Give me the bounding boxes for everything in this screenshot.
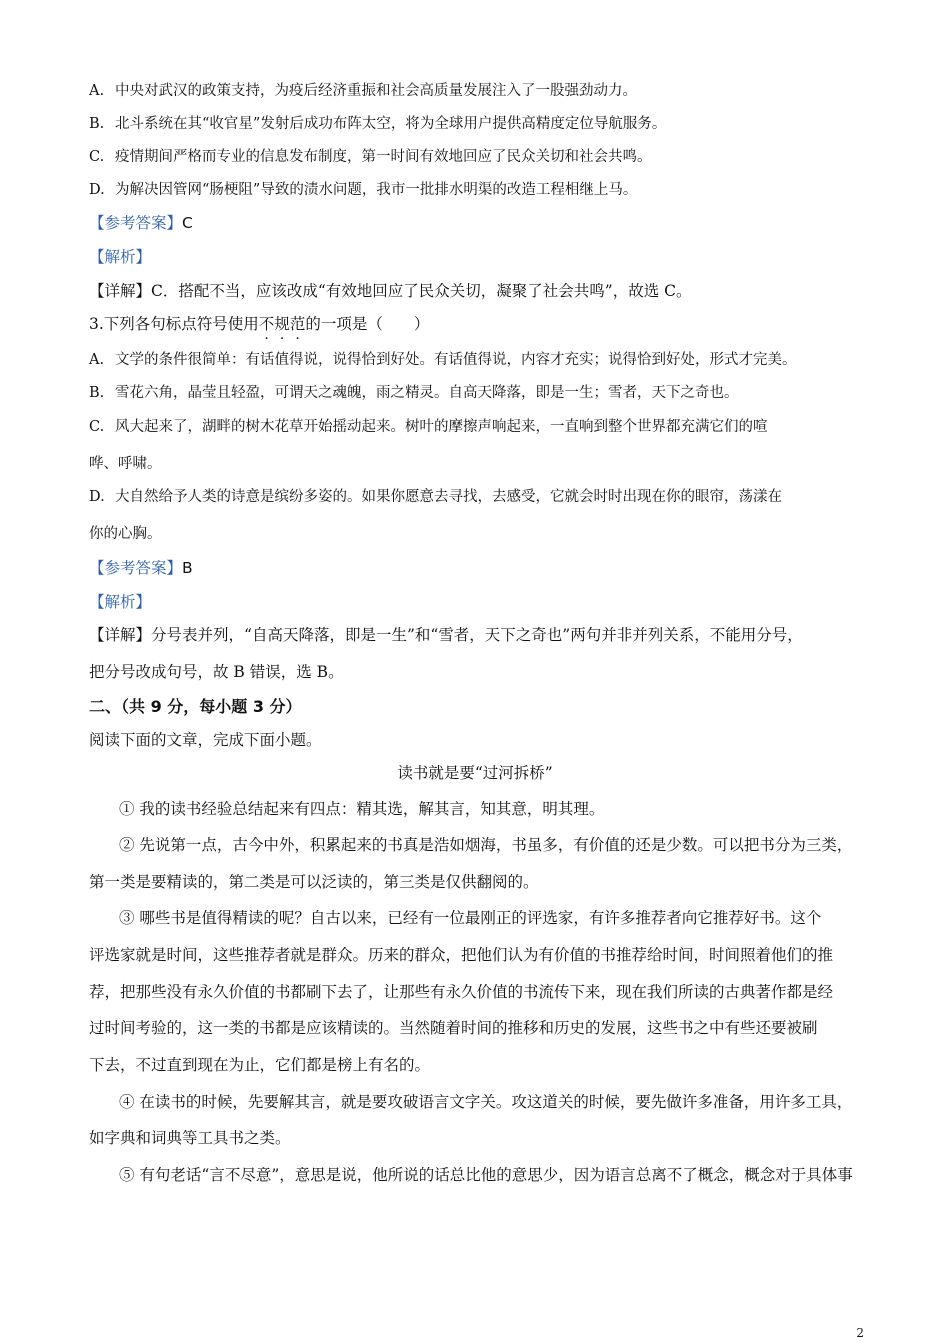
article-title: 读书就是要“过河拆桥” bbox=[397, 764, 553, 782]
q3-detail: 【详解】分号表并列，“自高天降落，即是一生”和“雪者，天下之奇也”两句并非并列关系，不能用分号， bbox=[89, 626, 803, 644]
q3-detail-cont: 把分号改成句号，故 B 错误，选 B。 bbox=[89, 663, 344, 681]
page-number: 2 bbox=[856, 1326, 864, 1340]
q3-option-a: A. 文学的条件很简单：有话值得说，说得恰到好处。有话值得说，内容才充实；说得恰到好处，形式才完美。 bbox=[89, 352, 797, 368]
article-paragraph-4: ④ 在读书的时候，先要解其言，就是要攻破语言文字关。攻这道关的时候，要先做许多准备，用许多工具， bbox=[119, 1093, 853, 1111]
section-heading: 二、（共 9 分，每小题 3 分） bbox=[89, 697, 302, 716]
question-3: 3.下列各句标点符号使用不规范的一项是（ ） bbox=[89, 315, 430, 333]
q3-analysis-tag: 【解析】 bbox=[89, 593, 152, 611]
answer-value: B bbox=[182, 559, 193, 577]
q2-option-c: C. 疫情期间严格而专业的信息发布制度，第一时间有效地回应了民众关切和社会共鸣。 bbox=[89, 149, 652, 165]
q3-option-c-cont: 哗、呼啸。 bbox=[89, 456, 162, 472]
article-paragraph-4-cont: 如字典和词典等工具书之类。 bbox=[89, 1129, 291, 1147]
q3-option-c: C. 风大起来了，湖畔的树木花草开始摇动起来。树叶的摩擦声响起来，一直响到整个世界都充满它们的喧 bbox=[89, 419, 768, 435]
article-paragraph-2-cont: 第一类是要精读的，第二类是可以泛读的，第三类是仅供翻阅的。 bbox=[89, 873, 539, 891]
article-paragraph-3-line-4: 过时间考验的，这一类的书都是应该精读的。当然随着时间的推移和历史的发展，这些书之中有些还要被刷 bbox=[89, 1019, 818, 1037]
article-paragraph-3-line-3: 荐，把那些没有永久价值的书都刷下去了，让那些有永久价值的书流传下来，现在我们所读的古典著作都是经 bbox=[89, 983, 834, 1001]
answer-tag: 【参考答案】 bbox=[89, 214, 183, 232]
article-paragraph-2: ② 先说第一点，古今中外，积累起来的书真是浩如烟海，书虽多，有价值的还是少数。可以把书分为三类， bbox=[119, 836, 853, 854]
q2-detail: 【详解】C．搭配不当，应该改成“有效地回应了民众关切，凝聚了社会共鸣”，故选 C。 bbox=[89, 282, 692, 300]
article-paragraph-5: ⑤ 有句老话“言不尽意”，意思是说，他所说的话总比他的意思少，因为语言总离不了概念，概念对于具体事 bbox=[119, 1166, 853, 1184]
q3-option-d-cont: 你的心胸。 bbox=[89, 526, 162, 542]
q2-option-b: B. 北斗系统在其“收官星”发射后成功布阵太空，将为全球用户提供高精度定位导航服务。 bbox=[89, 116, 667, 132]
q2-option-d: D. 为解决因管网“肠梗阻”导致的渍水问题，我市一批排水明渠的改造工程相继上马。 bbox=[89, 182, 638, 198]
answer-value: C bbox=[182, 214, 193, 232]
q2-analysis-tag: 【解析】 bbox=[89, 248, 152, 266]
answer-tag: 【参考答案】 bbox=[89, 559, 183, 577]
section-instruction: 阅读下面的文章，完成下面小题。 bbox=[89, 731, 322, 749]
article-paragraph-3: ③ 哪些书是值得精读的呢？自古以来，已经有一位最刚正的评选家，有许多推荐者向它推荐好书。这个 bbox=[119, 909, 822, 927]
article-paragraph-1: ① 我的读书经验总结起来有四点：精其选，解其言，知其意，明其理。 bbox=[119, 800, 605, 818]
article-paragraph-3-line-5: 下去，不过直到现在为止，它们都是榜上有名的。 bbox=[89, 1056, 431, 1074]
article-paragraph-3-line-2: 评选家就是时间，这些推荐者就是群众。历来的群众，把他们认为有价值的书推荐给时间，时间照着他们的推 bbox=[89, 946, 834, 964]
q2-option-a: A. 中央对武汉的政策支持，为疫后经济重振和社会高质量发展注入了一股强劲动力。 bbox=[89, 83, 637, 99]
q2-answer bbox=[89, 216, 193, 232]
q3-option-b: B. 雪花六角，晶莹且轻盈，可谓天之魂魄，雨之精灵。自高天降落，即是一生；雪者，天下之奇也。 bbox=[89, 385, 739, 401]
q3-option-d: D. 大自然给予人类的诗意是缤纷多姿的。如果你愿意去寻找，去感受，它就会时时出现在你的眼帘，荡漾在 bbox=[89, 489, 782, 505]
q3-answer bbox=[89, 561, 193, 577]
